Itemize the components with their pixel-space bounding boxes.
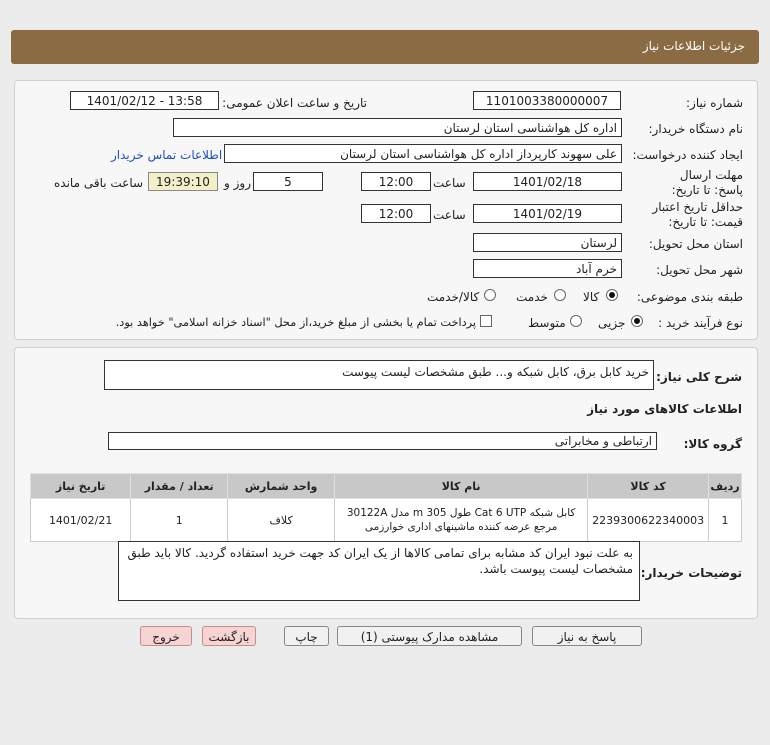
city-label: شهر محل تحویل:: [656, 263, 743, 277]
deadline-label: مهلت ارسال پاسخ: تا تاریخ:: [671, 168, 743, 197]
col-qty: تعداد / مقدار: [131, 474, 228, 499]
treasury-checkbox[interactable]: [480, 315, 492, 327]
days-field: 5: [253, 172, 323, 191]
attachments-button[interactable]: مشاهده مدارک پیوستی (1): [337, 626, 522, 646]
back-button[interactable]: بازگشت: [202, 626, 256, 646]
col-name: نام کالا: [335, 474, 588, 499]
treasury-note: پرداخت تمام یا بخشی از مبلغ خرید،از محل "اسناد خزانه اسلامی" خواهد بود.: [115, 316, 476, 329]
page-header: [11, 30, 759, 64]
col-date: تاریخ نیاز: [31, 474, 131, 499]
need-number-label: شماره نیاز:: [686, 96, 743, 110]
validity-date-field: 1401/02/19: [473, 204, 622, 223]
cell-row: 1: [709, 499, 742, 542]
requester-label: ایجاد کننده درخواست:: [632, 148, 743, 162]
announce-field: 1401/02/12 - 13:58: [70, 91, 219, 110]
buyer-notes-label: توضیحات خریدار:: [640, 566, 742, 580]
validity-time-label: ساعت: [433, 208, 466, 222]
col-row: ردیف: [709, 474, 742, 499]
deadline-time-label: ساعت: [433, 176, 466, 190]
col-code: کد کالا: [588, 474, 709, 499]
reply-button[interactable]: پاسخ به نیاز: [532, 626, 642, 646]
goods-table: [30, 473, 742, 542]
province-label: استان محل تحویل:: [648, 237, 743, 251]
buyer-notes-field: به علت نبود ایران کد مشابه برای تمامی کالاها از یک ایران کد جهت خرید استفاده گردید. کالا باید طبق مشخصات لیست پیوست باشد.: [118, 541, 640, 601]
days-label: روز و: [224, 176, 251, 190]
cell-unit: کلاف: [228, 499, 335, 542]
process-radio-minor[interactable]: [631, 315, 643, 327]
cell-qty: 1: [131, 499, 228, 542]
category-radio-goods-service[interactable]: [484, 289, 496, 301]
remaining-time-field: 19:39:10: [148, 172, 218, 191]
cell-name: کابل شبکه Cat 6 UTP طول 305 m مدل 30122A مرجع عرضه کننده ماشینهای اداری خوارزمی: [335, 499, 588, 542]
cell-code: 2239300622340003: [588, 499, 709, 542]
category-option-goods: کالا: [583, 290, 600, 304]
requester-field: علی سهوند کارپرداز اداره کل هواشناسی استان لرستان: [224, 144, 622, 163]
buyer-org-field: اداره کل هواشناسی استان لرستان: [173, 118, 622, 137]
exit-button[interactable]: خروج: [140, 626, 192, 646]
city-field: خرم آباد: [473, 259, 622, 278]
page-title: جزئیات اطلاعات نیاز: [642, 39, 745, 53]
goods-group-field: ارتباطی و مخابراتی: [108, 432, 657, 450]
goods-section-title: اطلاعات کالاهای مورد نیاز: [587, 402, 742, 416]
process-label: نوع فرآیند خرید :: [658, 316, 743, 330]
announce-label: تاریخ و ساعت اعلان عمومی:: [222, 96, 367, 110]
table-row: [31, 499, 742, 542]
print-button[interactable]: چاپ: [284, 626, 329, 646]
summary-field: خرید کابل برق، کابل شبکه و... طبق مشخصات لیست پیوست: [104, 360, 654, 390]
category-label: طبقه بندی موضوعی:: [636, 290, 743, 304]
goods-group-label: گروه کالا:: [683, 437, 742, 451]
buyer-org-label: نام دستگاه خریدار:: [648, 122, 743, 136]
deadline-time-field: 12:00: [361, 172, 431, 191]
process-radio-medium[interactable]: [570, 315, 582, 327]
col-unit: واحد شمارش: [228, 474, 335, 499]
category-option-goods-service: کالا/خدمت: [427, 290, 480, 304]
validity-time-field: 12:00: [361, 204, 431, 223]
process-option-medium: متوسط: [528, 316, 566, 330]
validity-label: حداقل تاریخ اعتبار قیمت: تا تاریخ:: [652, 200, 743, 229]
remaining-label: ساعت باقی مانده: [54, 176, 144, 190]
contact-buyer-link[interactable]: اطلاعات تماس خریدار: [111, 148, 223, 162]
cell-date: 1401/02/21: [31, 499, 131, 542]
need-number-field: 1101003380000007: [473, 91, 621, 110]
deadline-date-field: 1401/02/18: [473, 172, 622, 191]
province-field: لرستان: [473, 233, 622, 252]
summary-label: شرح کلی نیاز:: [656, 370, 742, 384]
category-radio-goods[interactable]: [606, 289, 618, 301]
process-option-minor: جزیی: [598, 316, 626, 330]
category-option-service: خدمت: [516, 290, 548, 304]
category-radio-service[interactable]: [554, 289, 566, 301]
